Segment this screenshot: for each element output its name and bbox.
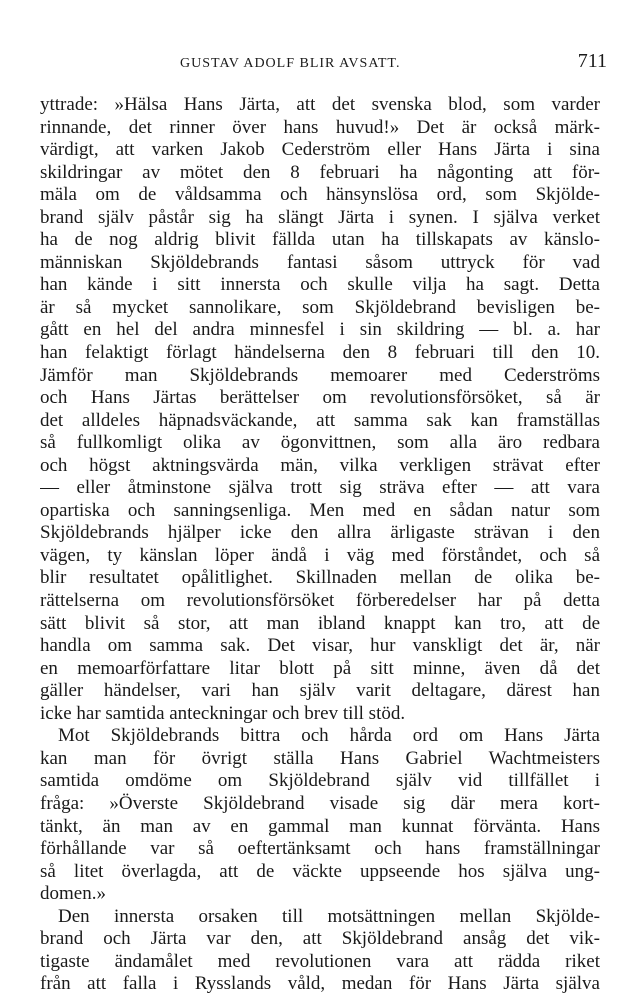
text-line: tigaste ändamålet med revolutionen vara att rädda riket [40,950,600,972]
text-line: brand själv påstår sig ha slängt Järta i synen. I själva verket [40,206,600,228]
text-line: han kände i sitt innersta och skulle vilja ha sagt. Detta [40,274,600,296]
text-line: vägen, ty känslan löper ändå i väg med förståndet, och så [40,544,600,566]
text-line: rinnande, det rinner över hans huvud!» Det är också märk- [40,116,600,138]
text-line: kan man för övrigt ställa Hans Gabriel Wachtmeisters [40,747,600,769]
running-head [40,46,607,76]
text-line: handla om samma sak. Det visar, hur vanskligt det är, när [40,635,600,657]
text-line: blir resultatet opålitlighet. Skillnaden mellan de olika be- [40,567,600,589]
text-line: Skjöldebrands hjälper icke den allra ärligaste strävan i den [40,522,600,544]
text-line: tänkt, än man av en gammal man kunnat förvänta. Hans [40,815,600,837]
text-line: mäla om de våldsamma och hänsynslösa ord, som Skjölde- [40,184,600,206]
text-line: han felaktigt förlagt händelserna den 8 februari till den 10. [40,342,600,364]
text-line: fråga: »Överste Skjöldebrand visade sig där mera kort- [40,792,600,814]
text-line: gått en hel del andra minnesfel i sin skildring — bl. a. har [40,319,600,341]
text-line: skildringar av mötet den 8 februari ha någonting att för- [40,161,600,183]
text-line: förhållande var så oeftertänksamt och hans framställningar [40,838,600,860]
text-line: — eller åtminstone själva trott sig sträva efter — att vara [40,477,600,499]
text-line: värdigt, att varken Jakob Cederström eller Hans Järta i sina [40,139,600,161]
text-line: yttrade: »Hälsa Hans Järta, att det svenska blod, som varder [40,94,600,115]
text-line: rättelserna om revolutionsförsöket förberedelser har på detta [40,590,600,612]
text-line: sätt blivit så stor, att man ibland knappt kan tro, att de [40,612,600,634]
text-line: så litet överlagda, att de väckte uppseende hos själva ung- [40,860,600,882]
text-line: icke har samtida anteckningar och brev till stöd. [40,702,406,724]
text-line: opartiska och sanningsenliga. Men med en sådan natur som [40,499,600,521]
text-line: Jämför man Skjöldebrands memoarer med Cederströms [40,364,600,386]
page-number: 711 [577,50,607,72]
text-line: domen.» [40,883,106,905]
text-line: en memoarförfattare litar blott på sitt minne, även då det [40,657,600,679]
text-line: och högst aktningsvärda män, vilka verkligen strävat efter [40,454,600,476]
text-line: samtida omdöme om Skjöldebrand själv vid tillfället i [40,770,600,792]
text-line: Den innersta orsaken till motsättningen mellan Skjölde- [58,905,600,927]
text-line: så fullkomligt olika av ögonvittnen, som alla äro redbara [40,432,600,454]
text-line: människan Skjöldebrands fantasi såsom uttryck för vad [40,251,600,273]
body-text [40,94,600,996]
text-line: gäller händelser, vari han själv varit deltagare, därest han [40,680,600,702]
text-line: det alldeles häpnadsväckande, att samma sak kan framställas [40,409,600,431]
running-title: GUSTAV ADOLF BLIR AVSATT. [180,56,401,71]
text-line: Mot Skjöldebrands bittra och hårda ord om Hans Järta [58,725,600,747]
text-line: ha de nog aldrig blivit fällda utan ha tillskapats av känslo- [40,229,600,251]
text-line: från att falla i Rysslands våld, medan för Hans Järta själva [40,973,600,995]
text-line: och Hans Järtas berättelser om revolutionsförsöket, så är [40,387,600,409]
text-line: är så mycket sannolikare, som Skjöldebrand bevisligen be- [40,296,600,318]
text-line: brand och Järta var den, att Skjöldebrand ansåg det vik- [40,928,600,950]
